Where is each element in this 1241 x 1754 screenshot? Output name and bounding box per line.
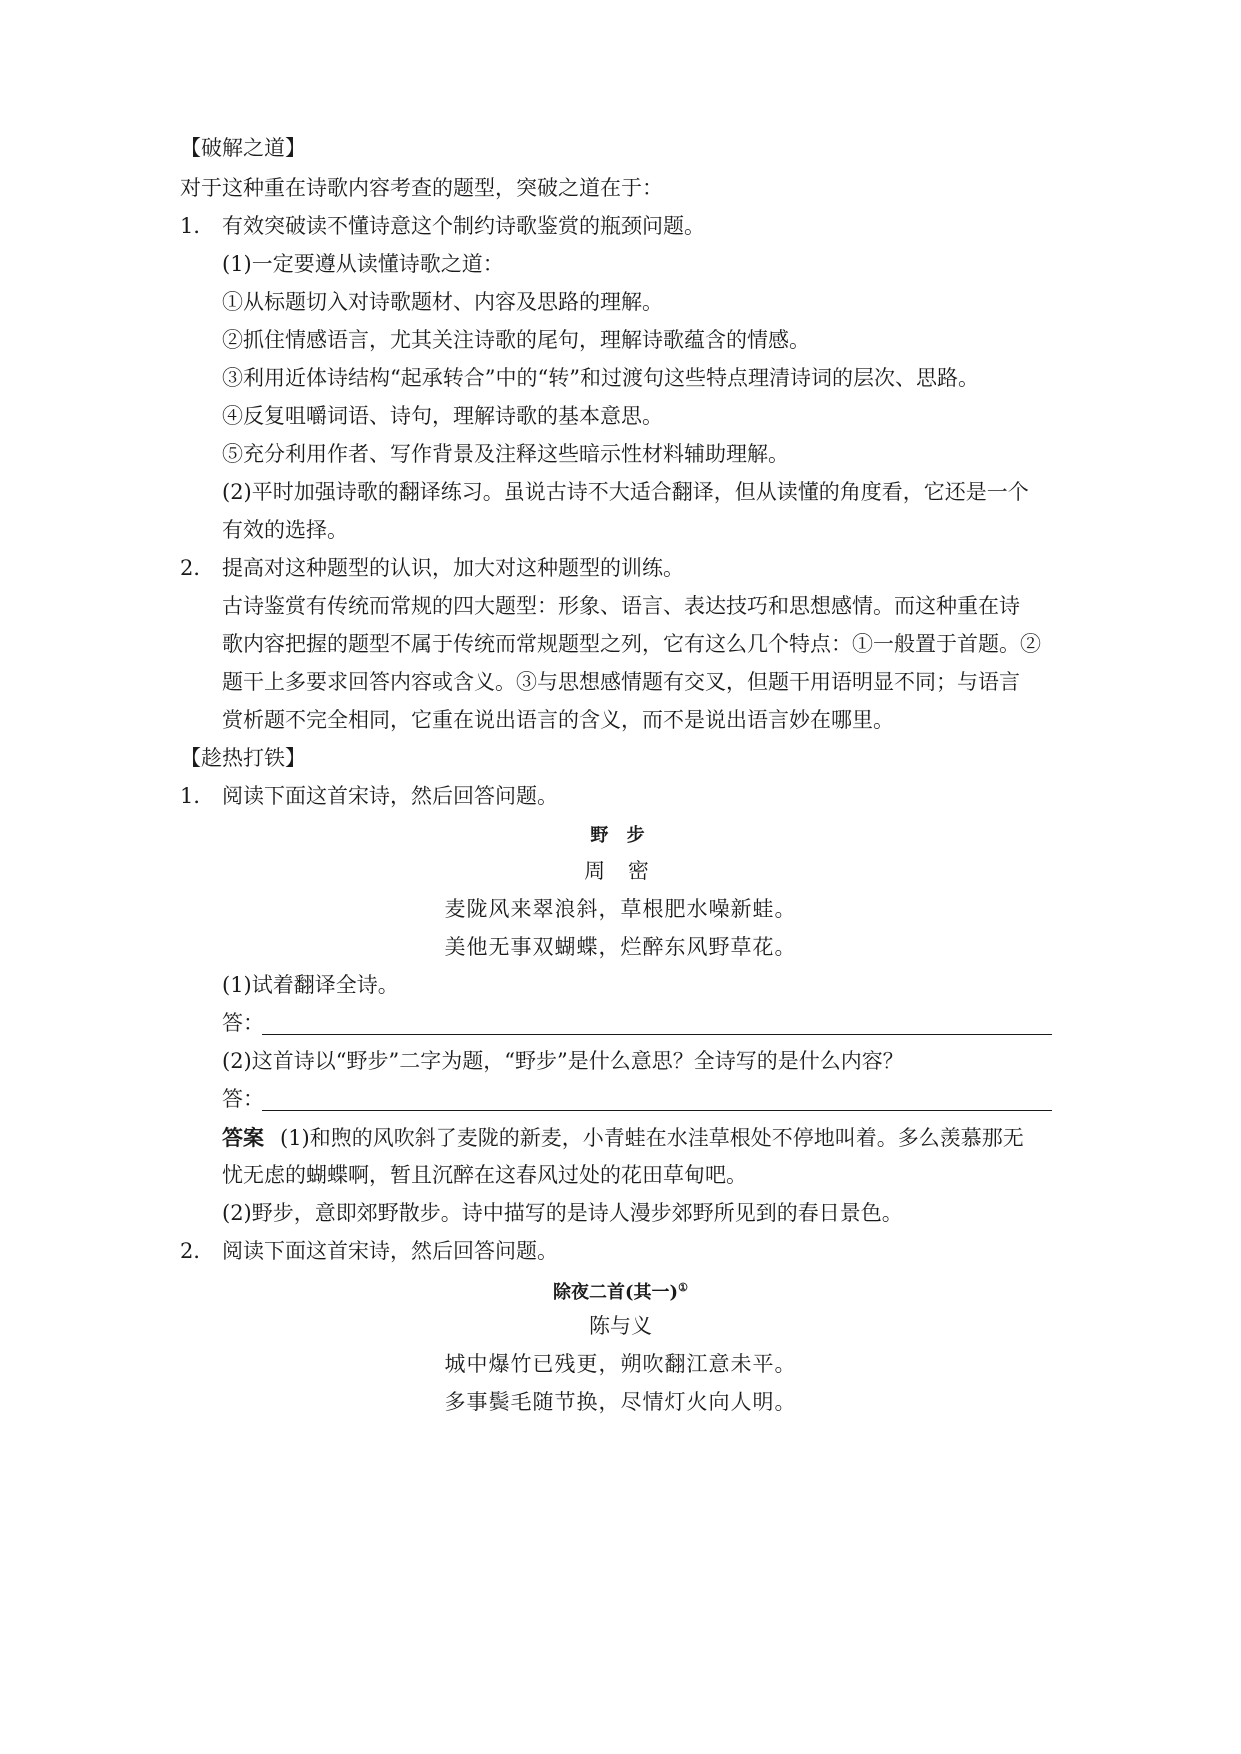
point1-sub2-line2: 有效的选择。 [222, 518, 348, 542]
point1-item-3: ③利用近体诗结构“起承转合”中的“转”和过渡句这些特点理清诗词的层次、思路。 [222, 366, 979, 390]
point1-item-2: ②抓住情感语言，尤其关注诗歌的尾句，理解诗歌蕴含的情感。 [222, 328, 810, 352]
q1-answer-blank-1[interactable] [262, 1034, 1052, 1035]
q2-poem-line-2: 多事鬓毛随节换，尽情灯火向人明。 [444, 1390, 797, 1414]
point1-text: 有效突破读不懂诗意这个制约诗歌鉴赏的瓶颈问题。 [222, 214, 705, 238]
point1-number: 1． [180, 214, 215, 238]
q1-number: 1． [180, 784, 215, 808]
q2-poem-title: 除夜二首(其一) [553, 1282, 679, 1303]
answer-label: 答案 [222, 1125, 264, 1150]
q1-poem-author: 周 密 [584, 859, 657, 883]
q1-answer-line1 [222, 1127, 1024, 1149]
point1-item-4: ④反复咀嚼词语、诗句，理解诗歌的基本意思。 [222, 404, 663, 428]
q1-sub1: (1)试着翻译全诗。 [222, 973, 399, 997]
q1-answer-prefix-2: 答： [222, 1087, 264, 1111]
q2-footnote-mark: ① [678, 1281, 688, 1294]
point1-item-1: ①从标题切入对诗歌题材、内容及思路的理解。 [222, 290, 663, 314]
point2-number: 2． [180, 556, 215, 580]
q2-poem-line-1: 城中爆竹已残更，朔吹翻江意未平。 [444, 1352, 797, 1376]
q2-poem-title-wrap [0, 1282, 1241, 1302]
point1-sub1: (1)一定要遵从读懂诗歌之道： [222, 252, 504, 276]
q2-poem-author: 陈与义 [589, 1314, 652, 1338]
q1-answer-prefix-1: 答： [222, 1011, 264, 1035]
answer1-text-line1: (1)和煦的风吹斜了麦陇的新麦，小青蛙在水洼草根处不停地叫着。多么羡慕那无 [280, 1126, 1024, 1150]
point1-item-5: ⑤充分利用作者、写作背景及注释这些暗示性材料辅助理解。 [222, 442, 789, 466]
q2-prompt: 阅读下面这首宋诗，然后回答问题。 [222, 1239, 558, 1263]
q1-poem-line-1: 麦陇风来翠浪斜，草根肥水噪新蛙。 [444, 897, 797, 921]
point2-para-line2: 歌内容把握的题型不属于传统而常规题型之列，它有这么几个特点：①一般置于首题。② [222, 632, 1041, 656]
q1-sub2: (2)这首诗以“野步”二字为题，“野步”是什么意思？全诗写的是什么内容？ [222, 1049, 904, 1073]
q1-answer-line2: 忧无虑的蝴蝶啊，暂且沉醉在这春风过处的花田草甸吧。 [222, 1163, 747, 1187]
point1-sub2-line1: (2)平时加强诗歌的翻译练习。虽说古诗不大适合翻译，但从读懂的角度看，它还是一个 [222, 480, 1029, 504]
section-heading-method: 【破解之道】 [180, 136, 306, 160]
point2-text: 提高对这种题型的认识，加大对这种题型的训练。 [222, 556, 684, 580]
section-heading-practice: 【趁热打铁】 [180, 746, 306, 770]
q1-prompt: 阅读下面这首宋诗，然后回答问题。 [222, 784, 558, 808]
intro-text: 对于这种重在诗歌内容考查的题型，突破之道在于： [180, 176, 663, 200]
q1-answer-blank-2[interactable] [262, 1110, 1052, 1111]
q2-number: 2． [180, 1239, 215, 1263]
point2-para-line4: 赏析题不完全相同，它重在说出语言的含义，而不是说出语言妙在哪里。 [222, 708, 894, 732]
q1-poem-title: 野 步 [590, 825, 651, 846]
point2-para-line1: 古诗鉴赏有传统而常规的四大题型：形象、语言、表达技巧和思想感情。而这种重在诗 [222, 594, 1020, 618]
q1-answer2: (2)野步，意即郊野散步。诗中描写的是诗人漫步郊野所见到的春日景色。 [222, 1201, 903, 1225]
q1-poem-line-2: 美他无事双蝴蝶，烂醉东风野草花。 [444, 935, 797, 959]
point2-para-line3: 题干上多要求回答内容或含义。③与思想感情题有交叉，但题干用语明显不同；与语言 [222, 670, 1020, 694]
